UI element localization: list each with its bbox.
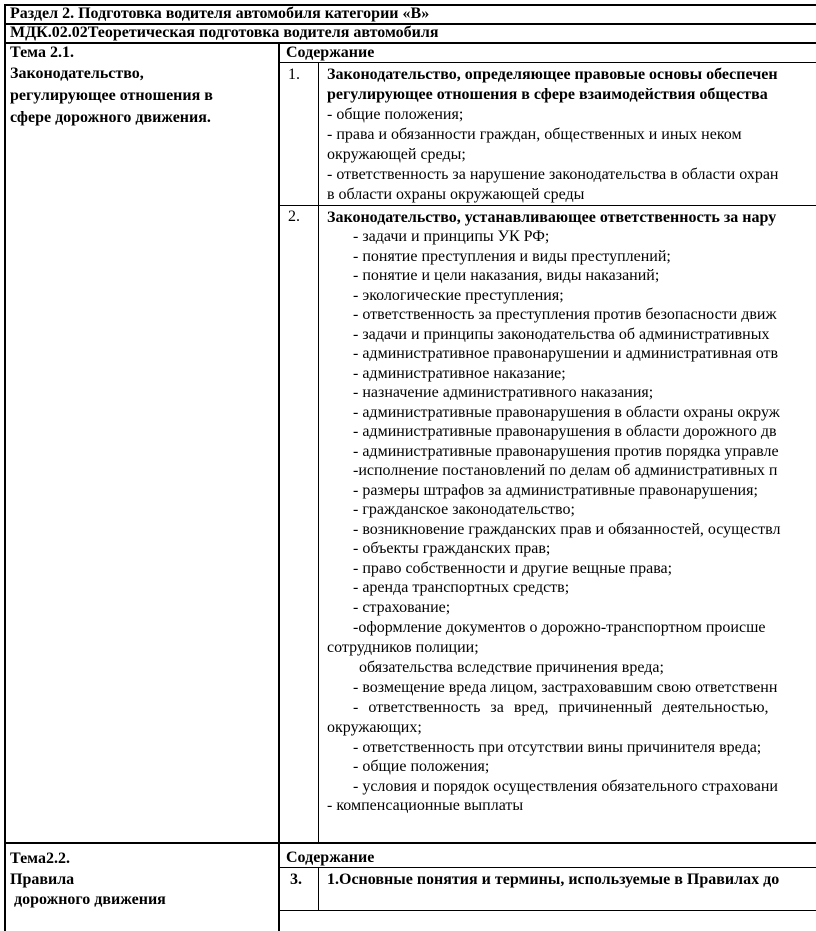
row-divider [4,842,816,844]
item-3-content [319,868,816,910]
item-text-line: - размеры штрафов за административные правонарушения; [353,482,758,499]
item-text-line: - возмещение вреда лицом, застраховавшим свою ответственн [353,679,778,696]
item-text-line: сотрудников полиции; [327,639,479,656]
item-text-line: - понятие преступления и виды преступлений; [353,248,671,265]
item-number: 1. [288,66,300,83]
topic-title-line: Правила [10,871,75,888]
item-number: 3. [290,871,302,888]
module-header: МДК.02.02Теоретическая подготовка водителя автомобиля [10,24,439,41]
item-text-line: окружающих; [327,719,422,736]
topic-title-line: сфере дорожного движения. [10,109,211,126]
item-number: 2. [288,208,300,225]
item-text-line: - понятие и цели наказания, виды наказаний; [353,267,660,284]
item-heading-line: регулирующее отношения в сфере взаимодействия общества [327,86,768,103]
item-text-line: - общие положения; [353,758,490,775]
topic-title-line: дорожного движения [14,891,166,908]
item-text-line: - ответственность за нарушение законодательства в области охран [327,166,779,183]
topic-label: Тема2.2. [10,850,70,867]
topic-title-line: Законодательство, [10,65,144,82]
item-text-line: - задачи и принципы законодательства об административных [353,326,770,343]
item-text-line: в области охраны окружающей среды [327,186,585,203]
item-text-line: - ответственность за вред, причиненный деятельностью, [353,699,769,716]
item-text-line: -оформление документов о дорожно-транспортном происше [353,619,766,636]
item-heading-line: 1.Основные понятия и термины, используемые в Правилах до [327,871,780,888]
item-text-line: - назначение административного наказания; [353,384,654,401]
item-2-content [319,206,816,842]
item-heading-line: Законодательство, устанавливающее ответственность за нару [327,209,777,226]
item-text-line: - возникновение гражданских прав и обязанностей, осуществл [353,521,781,538]
item-text-line: - страхование; [353,599,451,616]
item-text-line: - административное наказание; [353,365,566,382]
item-text-line: - право собственности и другие вещные права; [353,560,673,577]
item-text-line: - компенсационные выплаты [327,797,524,814]
item-text-line: - ответственность за преступления против безопасности движ [353,306,777,323]
item-1-content [319,63,816,205]
item-text-line: - экологические преступления; [353,287,564,304]
item-text-line: - условия и порядок осуществления обязательного страховани [353,778,778,795]
topic-title-line: регулирующее отношения в [10,87,213,104]
item-text-line: - аренда транспортных средств; [353,579,570,596]
item-heading-line: Законодательство, определяющее правовые основы обеспечен [327,66,778,83]
item-text-line: - права и обязанности граждан, общественных и иных неком [327,126,742,143]
item-text-line: - ответственность при отсутствии вины причинителя вреда; [353,739,762,756]
item-text-line: -исполнение постановлений по делам об административных п [353,462,778,479]
table-border-left [4,4,6,931]
item-text-line: - административные правонарушения в области дорожного дв [353,423,777,440]
item-text-line: - административные правонарушения против порядка управле [353,443,779,460]
item-text-line: обязательства вследствие причинения вреда; [359,659,664,676]
item-text-line: - объекты гражданских прав; [353,540,551,557]
section-header: Раздел 2. Подготовка водителя автомобиля категории «В» [10,5,430,22]
row-divider [280,910,816,911]
item-text-line: окружающей среды; [327,146,466,163]
item-text-line: - гражданское законодательство; [353,501,575,518]
item-text-line: - задачи и принципы УК РФ; [353,228,550,245]
column-divider [278,42,280,931]
topic-label: Тема 2.1. [10,44,74,61]
item-text-line: - административное правонарушении и административная отв [353,345,779,362]
content-label: Содержание [286,849,375,866]
item-text-line: - общие положения; [327,106,464,123]
item-text-line: - административные правонарушения в области охраны окруж [353,404,780,421]
content-label: Содержание [286,44,375,61]
